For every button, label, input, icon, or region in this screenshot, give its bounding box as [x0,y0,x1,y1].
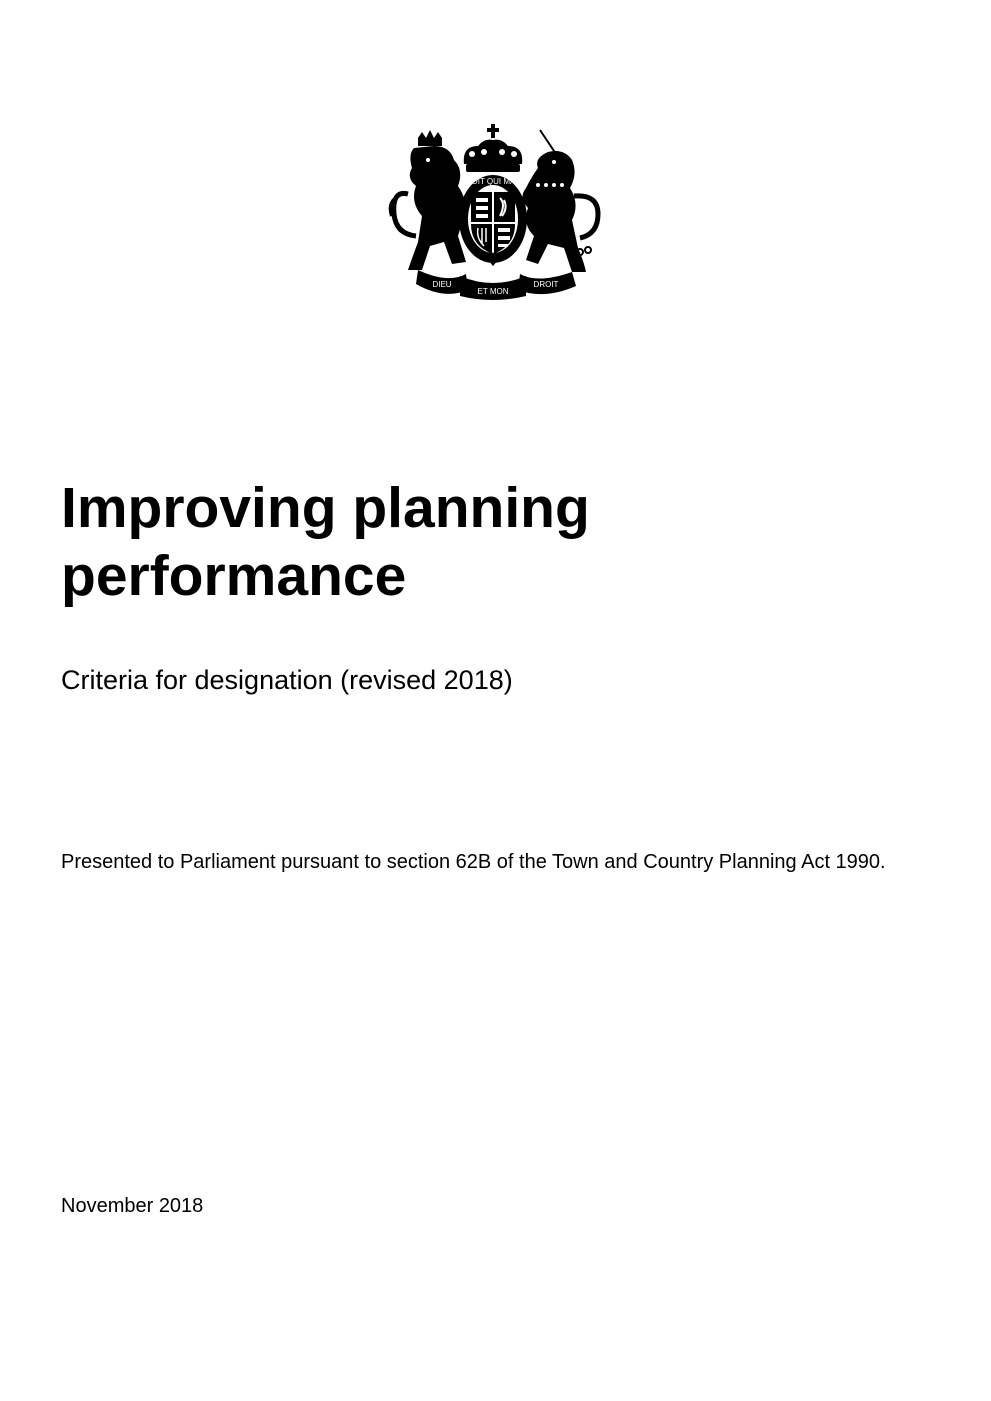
document-subtitle: Criteria for designation (revised 2018) [61,665,513,695]
svg-text:DROIT: DROIT [533,280,559,289]
unicorn-icon [522,130,598,272]
svg-text:SOIT QUI MAL: SOIT QUI MAL [466,177,520,186]
presented-to-parliament-statement: Presented to Parliament pursuant to section 62B of the Town and Country Planning Act 1990. [61,851,886,873]
publication-date: November 2018 [61,1195,204,1217]
document-title-line-1: Improving planning [61,476,590,540]
garter-shield [459,175,527,263]
document-title [61,474,590,610]
document-title-line-2: performance [61,544,407,608]
svg-text:DIEU: DIEU [432,280,452,289]
motto-scroll [416,252,576,300]
crown-icon [464,124,522,172]
svg-text:ET MON: ET MON [477,287,509,296]
royal-coat-of-arms-icon [388,124,604,300]
lion-icon [391,130,466,270]
